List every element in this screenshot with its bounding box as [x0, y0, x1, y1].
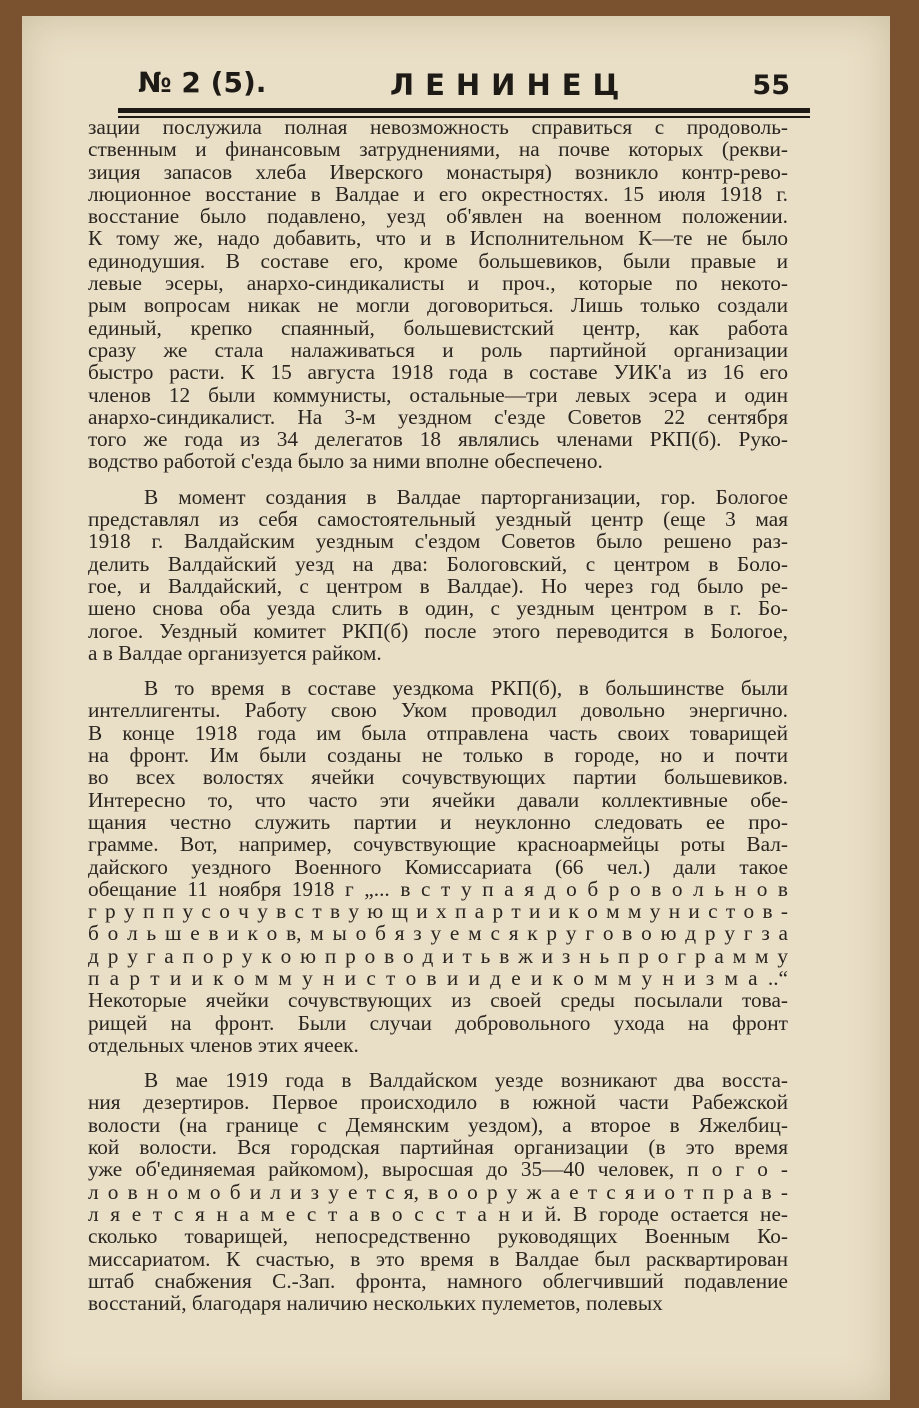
text-line: восстаний, благодаря наличию нескольких пулеметов, полевых	[88, 1291, 663, 1316]
text-line: грамме. Вот, например, сочувствующие красноармейцы роты Вал-	[88, 832, 788, 857]
text-line: сразу же стала налаживаться и роль партийной организации	[88, 337, 788, 362]
issue-number: № 2 (5).	[138, 66, 267, 99]
text-line: делить Валдайский уезд на два: Бологовский, с центром в Боло-	[88, 551, 788, 576]
text-line: того же года из 34 делегатов 18 являлись членами РКП(б). Руко-	[88, 427, 788, 452]
text-line: ния дезертиров. Первое происходило в южной части Рабежской	[88, 1090, 788, 1115]
text-line: зиция запасов хлеба Иверского монастыря) возникло контр-рево-	[88, 159, 788, 184]
text-line: членов 12 были коммунисты, остальные—три левых эсера и один	[88, 382, 788, 407]
text-line: В мае 1919 года в Валдайском уезде возникают два восста-	[144, 1068, 788, 1093]
text-line: гое, и Валдайский, с центром в Валдае). Но через год было ре-	[88, 573, 788, 598]
paragraph	[88, 677, 788, 1056]
text-line: рым вопросам никак не могли договориться. Лишь только создали	[88, 293, 788, 318]
text-line: а в Валдае организуется райком.	[88, 640, 382, 665]
text-line: Некоторые ячейки сочувствующих из своей среды посылали това-	[88, 988, 788, 1013]
text-line: Интересно то, что часто эти ячейки давали коллективные обе-	[88, 787, 788, 812]
paragraph	[88, 486, 788, 664]
text-line: логое. Уездный комитет РКП(б) после этого переводится в Бологое,	[88, 618, 788, 643]
text-line: миссариатом. К счастью, в это время в Валдае был расквартирован	[88, 1246, 788, 1271]
header-rule-thick	[118, 108, 810, 113]
text-line: ственным и финансовым затруднениями, на почве которых (рекви-	[88, 137, 788, 162]
text-line: К тому же, надо добавить, что и в Исполнительном К—те не было	[88, 226, 788, 251]
text-line: штаб снабжения С.-Зап. фронта, намного облегчивший подавление	[88, 1268, 788, 1293]
text-line: единодушия. В составе его, кроме большевиков, были правые и	[88, 248, 788, 273]
text-line: В то время в составе уездкома РКП(б), в большинстве были	[144, 676, 788, 701]
text-line: В момент создания в Валдае парторганизации, гор. Бологое	[144, 484, 788, 509]
text-line: быстро расти. К 15 августа 1918 года в составе УИК'а из 16 его	[88, 360, 788, 385]
text-line: сколько товарищей, непосредственно руководящих Военным Ко-	[88, 1224, 788, 1249]
page-number: 55	[752, 70, 790, 101]
text-line: единый, крепко спаянный, большевистский центр, как работа	[88, 315, 788, 340]
text-line: восстание было подавлено, уезд об'явлен на военном положении.	[88, 204, 788, 229]
text-line: л я е т с я н а м е с т а в о с с т а н и й. В городе остается не-	[88, 1201, 788, 1226]
text-line: волости (на границе с Демянским уездом), а второе в Яжелбиц-	[88, 1112, 788, 1137]
text-line: уже об'единяемая райкомом), выросшая до 35—40 человек, п о г о -	[88, 1157, 788, 1182]
text-line: шено снова оба уезда слить в один, с уездным центром в г. Бо-	[88, 596, 788, 621]
text-line: анархо-синдикалист. На 3-м уездном с'езде Советов 22 сентября	[88, 404, 788, 429]
paragraph-gap	[88, 473, 788, 486]
text-line: д р у г а п о р у к о ю п р о в о д и т ь в ж и з н ь п р о г р а м м у	[88, 943, 788, 968]
article-body	[88, 116, 788, 1314]
text-line: л о в н о м о б и л и з у е т с я, в о о р у ж а е т с я и о т п р а в -	[88, 1179, 788, 1204]
text-line: водство работой с'езда было за ними вполне обеспечено.	[88, 449, 603, 474]
text-line: люционное восстание в Валдае и его окрестностях. 15 июля 1918 г.	[88, 181, 788, 206]
text-line: п а р т и и к о м м у н и с т о в и и д е и к о м м у н и з м а ..“	[88, 965, 788, 990]
text-line: г р у п п у с о ч у в с т в у ю щ и х п а р т и и к о м м у н и с т о в -	[88, 899, 788, 924]
journal-title: ЛЕНИНЕЦ	[390, 68, 631, 102]
text-line: зации послужила полная невозможность справиться с продоволь-	[88, 115, 788, 139]
text-line: во всех волостях ячейки сочувствующих партии большевиков.	[88, 765, 788, 790]
text-line: левые эсеры, анархо-синдикалисты и проч., которые по некото-	[88, 271, 788, 296]
text-line: щания честно служить партии и неуклонно следовать ее про-	[88, 809, 788, 834]
text-line: рищей на фронт. Были случаи добровольного ухода на фронт	[88, 1010, 788, 1035]
text-line: представлял из себя самостоятельный уездный центр (еще 3 мая	[88, 507, 788, 532]
text-line: отдельных членов этих ячеек.	[88, 1032, 359, 1057]
text-line: дайского уездного Военного Комиссариата (66 чел.) дали такое	[88, 854, 788, 879]
text-line: интеллигенты. Работу свою Уком проводил довольно энергично.	[88, 698, 788, 723]
paragraph	[88, 1069, 788, 1314]
text-line: на фронт. Им были созданы не только в городе, но и почти	[88, 743, 788, 768]
page-header	[118, 58, 810, 118]
text-line: б о л ь ш е в и к о в, м ы о б я з у е м с я к р у г о в о ю д р у г з а	[88, 921, 788, 946]
text-line: 1918 г. Валдайским уездным с'ездом Советов было решено раз-	[88, 529, 788, 554]
text-line: обещание 11 ноября 1918 г „... в с т у п а я д о б р о в о л ь н о в	[88, 876, 788, 901]
paragraph	[88, 116, 788, 473]
text-line: В конце 1918 года им была отправлена часть своих товарищей	[88, 720, 788, 745]
text-line: кой волости. Вся городская партийная организации (в это время	[88, 1135, 788, 1160]
